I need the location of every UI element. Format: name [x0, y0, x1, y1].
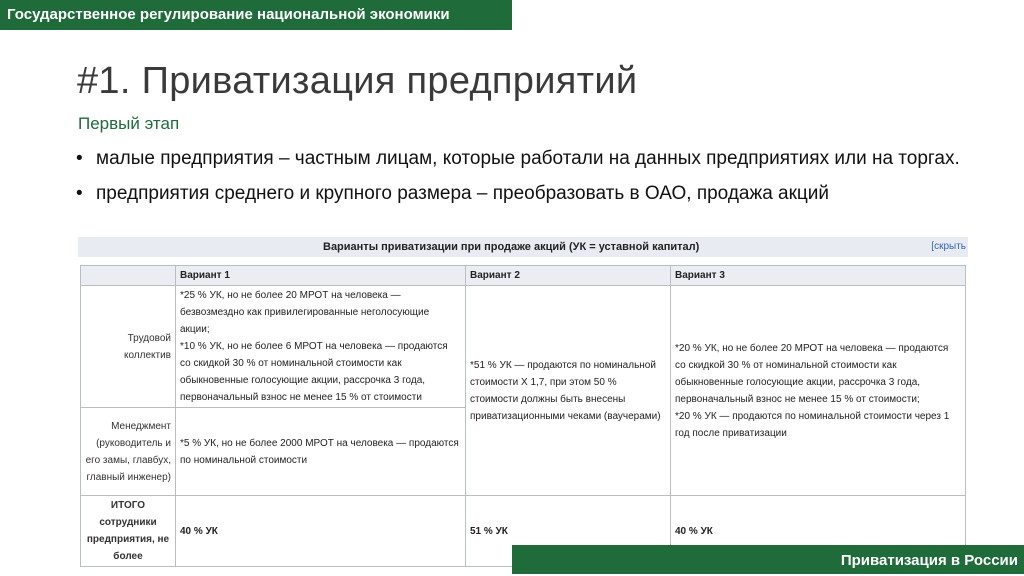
table-cell [176, 286, 466, 408]
table-cell: 40 % УК [671, 496, 966, 567]
table-caption: Варианты приватизации при продаже акций (УК = уставной капитал) [323, 241, 700, 253]
row-header: Трудовой коллектив [81, 286, 176, 408]
bullet-text: малые предприятия – частным лицам, которые работали на данных предприятиях или на торгах. [96, 148, 960, 169]
privatization-table [80, 265, 966, 567]
privatization-table-screenshot [78, 237, 968, 562]
table-caption-bar [78, 237, 968, 257]
bullet-list [76, 147, 976, 217]
table-cell [466, 286, 671, 496]
column-header: Вариант 2 [466, 266, 671, 286]
cell-text: *25 % УК, но не более 20 МРОТ на человека — безвозмездно как привилегированные неголосующие акции; [180, 290, 430, 335]
slide-title: #1. Приватизация предприятий [77, 60, 638, 102]
cell-text: *51 % УК — продаются по номинальной стоимости X 1,7, при этом 50 % стоимости должны быть внесены приватизационными чеками (ваучерами) [470, 359, 661, 422]
bullet-item [76, 182, 976, 205]
table-cell [176, 408, 466, 496]
table-cell [671, 286, 966, 496]
cell-text: *20 % УК — продаются по номинальной стоимости через 1 год после приватизации [675, 410, 950, 439]
bullet-text: предприятия среднего и крупного размера – преобразовать в ОАО, продажа акций [96, 183, 830, 204]
column-header: Вариант 1 [176, 266, 466, 286]
top-banner: Государственное регулирование национальной экономики [0, 0, 512, 30]
cell-text: *20 % УК, но не более 20 МРОТ на человека — продаются со скидкой 30 % от номинальной стоимости как обыкновенные голосующие акции, рассрочка 3 года, первоначальный взнос не менее 15 % от стоимости; [675, 342, 949, 405]
bottom-banner: Приватизация в России [512, 545, 1024, 574]
table-row [81, 286, 966, 408]
bullet-item [76, 147, 976, 170]
cell-text: *10 % УК, но не более 6 МРОТ на человека — продаются со скидкой 30 % от номинальной стоимости как обыкновенные голосующие акции, рассрочка 3 года, первоначальный взнос не менее 15 % от стоимости [180, 341, 448, 403]
table-cell: 40 % УК [176, 496, 466, 567]
row-header: Менеджмент (руководитель и его замы, главбух, главный инженер) [81, 408, 176, 496]
table-cell: 51 % УК [466, 496, 671, 567]
column-header [81, 266, 176, 286]
slide-subtitle: Первый этап [78, 114, 180, 133]
bullet-icon: • [76, 148, 83, 169]
bullet-icon: • [76, 183, 83, 204]
row-header: ИТОГО сотрудники предприятия, не более [81, 496, 176, 567]
hide-link[interactable]: [скрыть [931, 241, 966, 252]
column-header: Вариант 3 [671, 266, 966, 286]
cell-text: *5 % УК, но не более 2000 МРОТ на человека — продаются по номинальной стоимости [180, 437, 459, 466]
table-header-row [81, 266, 966, 286]
